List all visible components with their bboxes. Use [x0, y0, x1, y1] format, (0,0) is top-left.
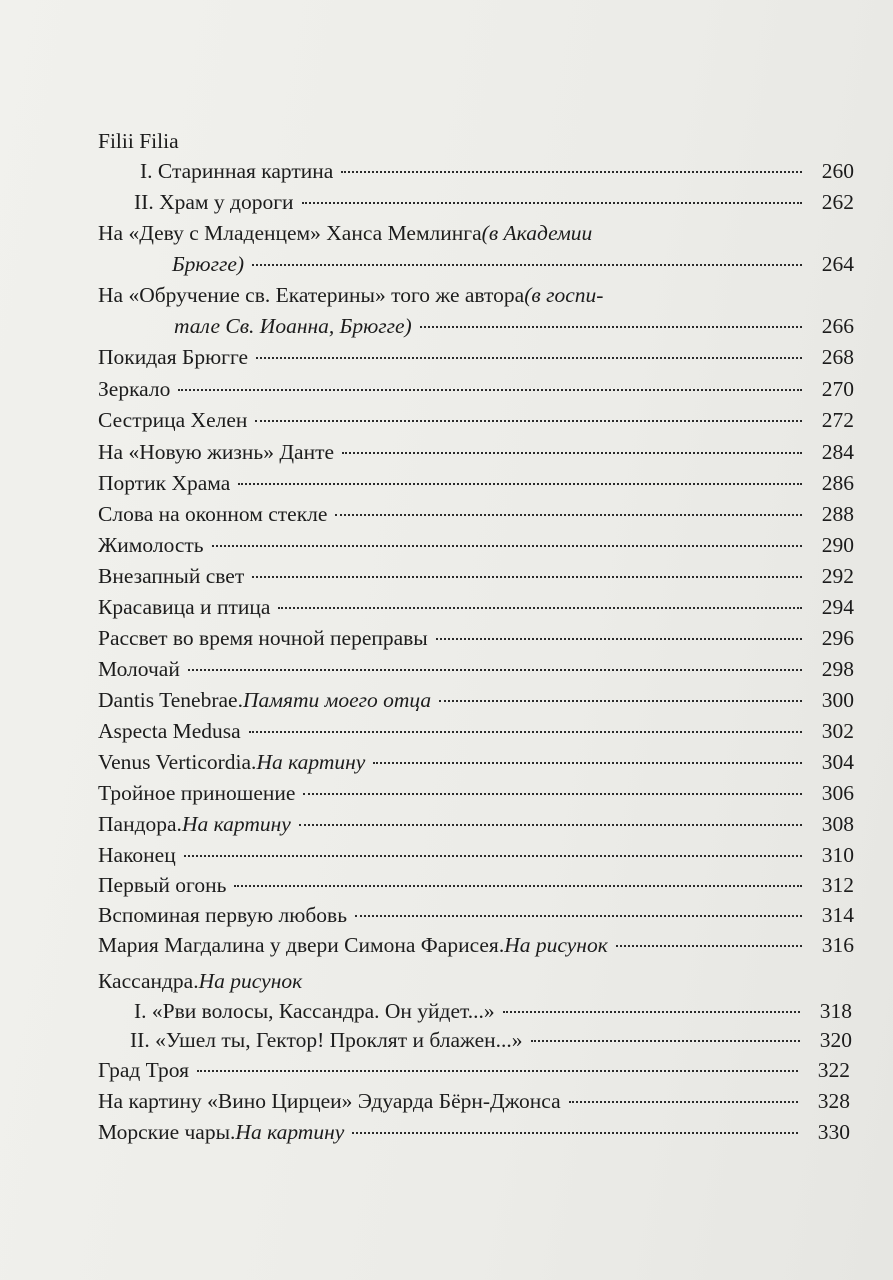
dot-leader — [302, 202, 802, 204]
dot-leader — [531, 1040, 800, 1042]
toc-entry[interactable] — [98, 592, 854, 622]
dot-leader — [436, 638, 802, 640]
toc-entry-numeral: II. — [134, 190, 154, 214]
toc-entry-title: На «Обручение св. Екатерины» того же автора — [98, 283, 525, 307]
toc-section-title: Filii Filia — [98, 129, 179, 153]
toc-page-number: 292 — [821, 564, 854, 588]
toc-entry-line1[interactable] — [98, 280, 854, 310]
toc-entry[interactable] — [98, 870, 854, 900]
toc-entry[interactable] — [140, 156, 854, 186]
dot-leader — [178, 389, 802, 391]
dot-leader — [238, 483, 802, 485]
toc-page-number: 286 — [821, 471, 854, 495]
toc-entry-title: Красавица и птица — [98, 595, 271, 619]
toc-page-number: 312 — [821, 873, 854, 897]
toc-page-number: 288 — [821, 502, 854, 526]
toc-entry-title: Venus Verticordia. — [98, 750, 257, 774]
dot-leader — [249, 731, 802, 733]
toc-entry-title: Жимолость — [98, 533, 204, 557]
toc-entry[interactable] — [98, 623, 854, 653]
dot-leader — [255, 420, 802, 422]
dot-leader — [420, 326, 802, 328]
toc-page-number: 320 — [819, 1028, 852, 1052]
toc-entry-title: Слова на оконном стекле — [98, 502, 328, 526]
toc-entry[interactable] — [98, 1055, 850, 1085]
dot-leader — [335, 514, 802, 516]
toc-page-number: 318 — [819, 999, 852, 1023]
toc-page-number: 294 — [821, 595, 854, 619]
toc-entry-line1[interactable] — [98, 218, 854, 248]
dot-leader — [355, 915, 802, 917]
toc-entry[interactable] — [98, 716, 854, 746]
toc-entry-title: «Рви волосы, Кассандра. Он уйдет...» — [151, 999, 495, 1023]
toc-entry-title: Наконец — [98, 843, 176, 867]
toc-entry-title: На «Деву с Младенцем» Ханса Мемлинга — [98, 221, 482, 245]
toc-subsection-heading[interactable] — [98, 966, 854, 996]
toc-entry[interactable] — [98, 1086, 850, 1116]
dot-leader — [252, 264, 802, 266]
toc-entry-title: Пандора. — [98, 812, 182, 836]
toc-entry-title: Зеркало — [98, 377, 171, 401]
toc-entry-numeral: II. — [130, 1028, 150, 1052]
toc-entry[interactable] — [98, 809, 854, 839]
toc-entry[interactable] — [130, 1025, 852, 1055]
toc-page-number: 308 — [821, 812, 854, 836]
dot-leader — [212, 545, 802, 547]
toc-entry[interactable] — [98, 654, 854, 684]
toc-section-heading — [98, 126, 854, 156]
toc-page-number: 272 — [821, 408, 854, 432]
toc-page-number: 270 — [821, 377, 854, 401]
dot-leader — [234, 885, 802, 887]
toc-entry-title: Молочай — [98, 657, 180, 681]
dot-leader — [188, 669, 802, 671]
toc-page-number: 316 — [821, 933, 854, 957]
toc-entry[interactable] — [98, 374, 854, 404]
toc-page-number: 306 — [821, 781, 854, 805]
toc-entry[interactable] — [98, 747, 854, 777]
toc-entry-numeral: I. — [134, 999, 147, 1023]
toc-page-number: 302 — [821, 719, 854, 743]
dot-leader — [373, 762, 802, 764]
dot-leader — [569, 1101, 798, 1103]
dot-leader — [184, 855, 802, 857]
toc-entry-title: Первый огонь — [98, 873, 227, 897]
toc-entry[interactable] — [134, 996, 852, 1026]
toc-entry-title: Dantis Tenebrae. — [98, 688, 243, 712]
toc-page-number: 260 — [821, 159, 854, 183]
toc-entry-italic: тале Св. Иоанна, Брюгге) — [174, 314, 412, 338]
dot-leader — [299, 824, 802, 826]
toc-entry-title: «Ушел ты, Гектор! Проклят и блажен...» — [155, 1028, 523, 1052]
toc-page-number: 266 — [821, 314, 854, 338]
toc-entry-title: Портик Храма — [98, 471, 231, 495]
toc-entry-italic: Памяти моего отца — [242, 688, 432, 712]
toc-entry-title: Град Троя — [98, 1058, 189, 1082]
toc-entry-title: Морские чары. — [98, 1120, 236, 1144]
toc-page-number: 322 — [817, 1058, 850, 1082]
toc-entry[interactable] — [98, 342, 854, 372]
toc-entry-italic: Брюгге) — [172, 252, 245, 276]
dot-leader — [352, 1132, 798, 1134]
toc-page-number: 330 — [817, 1120, 850, 1144]
toc-page-number: 262 — [821, 190, 854, 214]
toc-page-number: 304 — [821, 750, 854, 774]
toc-entry-line2[interactable] — [172, 249, 854, 279]
toc-entry-numeral: I. — [140, 159, 153, 183]
toc-page-number: 298 — [821, 657, 854, 681]
toc-page-number: 300 — [821, 688, 854, 712]
toc-entry-title: Вспоминая первую любовь — [98, 903, 347, 927]
toc-entry[interactable] — [98, 499, 854, 529]
toc-entry[interactable] — [98, 468, 854, 498]
toc-entry[interactable] — [98, 561, 854, 591]
toc-entry[interactable] — [98, 930, 854, 960]
toc-page-number: 328 — [817, 1089, 850, 1113]
toc-entry-italic: На картину — [235, 1120, 345, 1144]
toc-entry-title: Внезапный свет — [98, 564, 245, 588]
toc-entry-title: На картину «Вино Цирцеи» Эдуарда Бёрн-Джонса — [98, 1089, 561, 1113]
toc-entry-title: Покидая Брюгге — [98, 345, 249, 369]
toc-entry-title: Храм у дороги — [159, 190, 294, 214]
toc-page-number: 314 — [821, 903, 854, 927]
toc-entry[interactable] — [98, 778, 854, 808]
toc-entry-title: Рассвет во время ночной переправы — [98, 626, 428, 650]
toc-entry-title: Старинная картина — [157, 159, 334, 183]
toc-entry-italic: На рисунок — [504, 933, 608, 957]
dot-leader — [256, 357, 802, 359]
toc-entry[interactable] — [98, 530, 854, 560]
dot-leader — [342, 452, 802, 454]
toc-entry-italic: На рисунок — [198, 969, 303, 993]
toc-entry-title: Сестрица Хелен — [98, 408, 248, 432]
toc-page-number: 284 — [821, 440, 854, 464]
toc-entry[interactable] — [98, 405, 854, 435]
toc-entry-title: Кассандра. — [98, 969, 199, 993]
dot-leader — [439, 700, 802, 702]
toc-entry[interactable] — [98, 1117, 850, 1147]
dot-leader — [197, 1070, 798, 1072]
toc-page-number: 296 — [821, 626, 854, 650]
toc-entry[interactable] — [98, 840, 854, 870]
toc-entry-title: Тройное приношение — [98, 781, 296, 805]
dot-leader — [303, 793, 802, 795]
toc-entry[interactable] — [134, 187, 854, 217]
dot-leader — [616, 945, 802, 947]
toc-entry-italic: (в госпи- — [524, 283, 604, 307]
toc-entry-italic: На картину — [181, 812, 291, 836]
toc-page-number: 310 — [821, 843, 854, 867]
dot-leader — [503, 1011, 800, 1013]
toc-entry-line2[interactable] — [174, 311, 854, 341]
toc-entry-title: Aspecta Medusa — [98, 719, 241, 743]
dot-leader — [252, 576, 802, 578]
toc-entry[interactable] — [98, 900, 854, 930]
toc-entry-italic: (в Академии — [481, 221, 593, 245]
toc-entry[interactable] — [98, 685, 854, 715]
dot-leader — [278, 607, 802, 609]
toc-entry-title: Мария Магдалина у двери Симона Фарисея. — [98, 933, 505, 957]
toc-page-number: 264 — [821, 252, 854, 276]
toc-entry-italic: На картину — [256, 750, 366, 774]
toc-entry[interactable] — [98, 437, 854, 467]
toc-page-number: 268 — [821, 345, 854, 369]
toc-entry-title: На «Новую жизнь» Данте — [98, 440, 335, 464]
dot-leader — [341, 171, 802, 173]
toc-page-number: 290 — [821, 533, 854, 557]
